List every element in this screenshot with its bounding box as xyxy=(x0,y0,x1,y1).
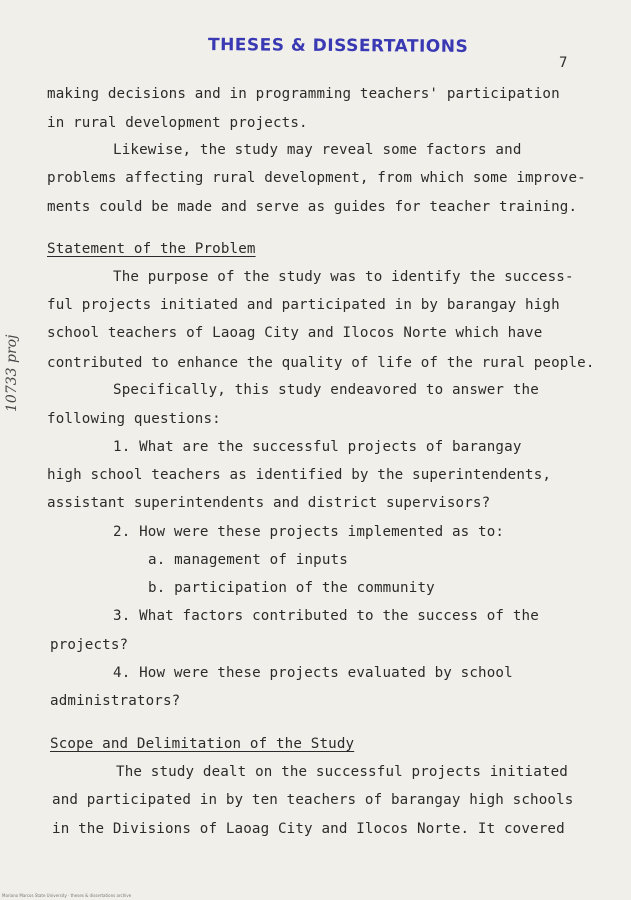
body-line: contributed to enhance the quality of life of the rural people. xyxy=(47,355,595,371)
body-line: problems affecting rural development, from which some improve- xyxy=(47,170,586,186)
question-4: 4. How were these projects evaluated by school xyxy=(113,665,513,681)
body-line: ments could be made and serve as guides for teacher training. xyxy=(47,199,578,215)
body-line: making decisions and in programming teachers' participation xyxy=(47,86,560,102)
section-heading-statement-of-problem: Statement of the Problem xyxy=(47,241,256,257)
archive-footer: Mariano Marcos State University · theses & dissertations archive xyxy=(2,893,132,898)
question-1: 1. What are the successful projects of barangay xyxy=(113,439,522,455)
body-line: ful projects initiated and participated in by barangay high xyxy=(47,297,560,313)
body-line: Specifically, this study endeavored to answer the xyxy=(113,382,539,398)
sub-item-b: b. participation of the community xyxy=(148,580,435,596)
body-line: Likewise, the study may reveal some factors and xyxy=(113,142,522,158)
body-line: following questions: xyxy=(47,411,221,427)
body-line: administrators? xyxy=(50,693,181,709)
handwritten-margin-note: 10733 proj xyxy=(4,334,20,412)
body-line: school teachers of Laoag City and Ilocos Norte which have xyxy=(47,325,543,341)
question-2: 2. How were these projects implemented as to: xyxy=(113,524,505,540)
body-line: high school teachers as identified by the superintendents, xyxy=(47,467,552,483)
theses-dissertations-stamp: THESES & DISSERTATIONS xyxy=(207,35,469,57)
body-line: assistant superintendents and district supervisors? xyxy=(47,495,491,511)
body-line: The purpose of the study was to identify the success- xyxy=(113,269,574,285)
page-number: 7 xyxy=(559,55,568,71)
body-line: in the Divisions of Laoag City and Ilocos Norte. It covered xyxy=(52,821,565,837)
body-line: The study dealt on the successful projects initiated xyxy=(116,764,568,780)
body-line: in rural development projects. xyxy=(47,115,308,131)
section-heading-scope-delimitation: Scope and Delimitation of the Study xyxy=(50,736,355,752)
sub-item-a: a. management of inputs xyxy=(148,552,348,568)
body-line: and participated in by ten teachers of barangay high schools xyxy=(52,792,574,808)
body-line: projects? xyxy=(50,637,129,653)
question-3: 3. What factors contributed to the success of the xyxy=(113,608,539,624)
